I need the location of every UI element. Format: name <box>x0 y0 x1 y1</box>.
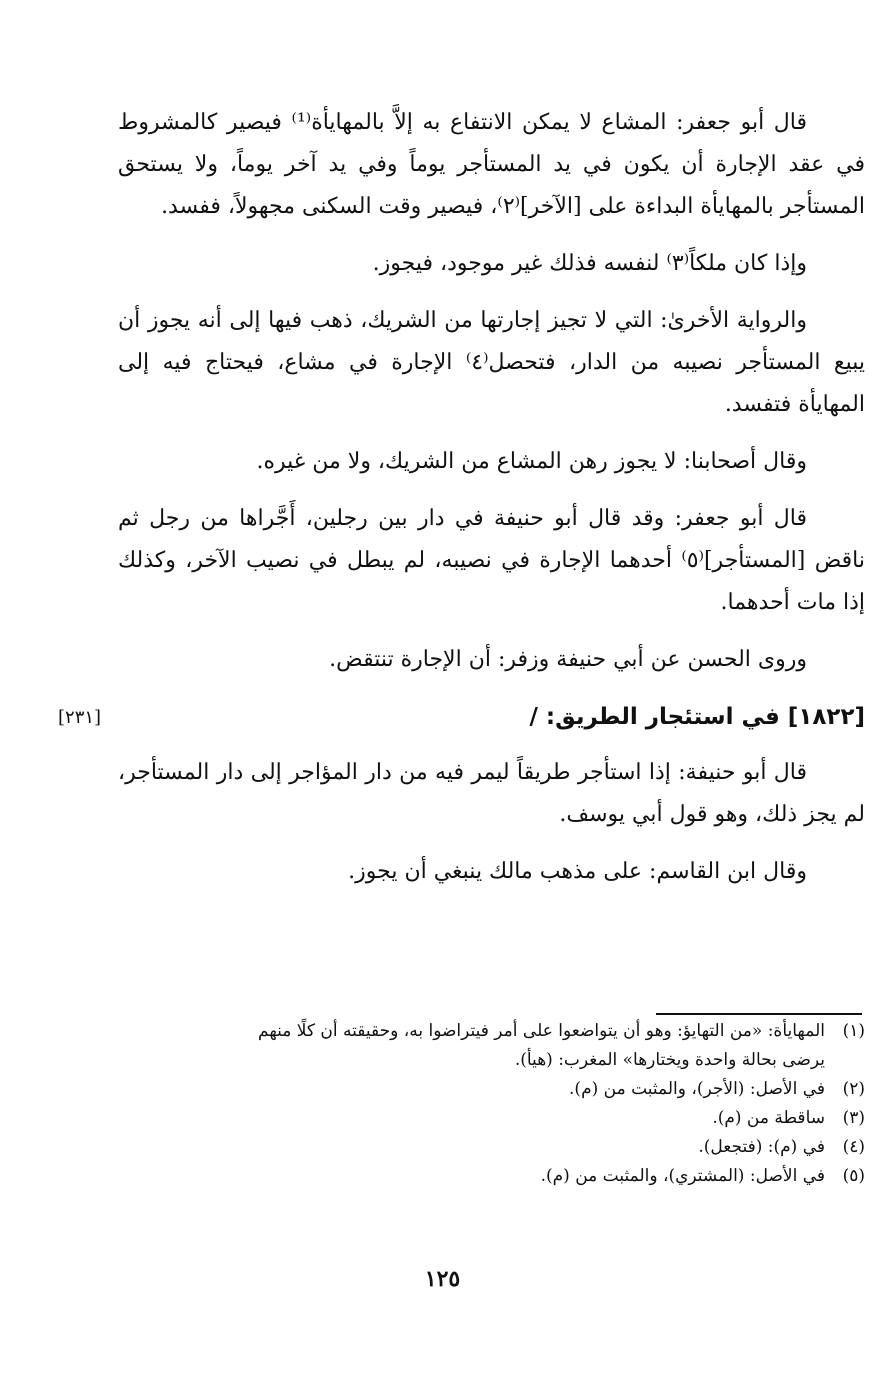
footnote-divider <box>656 1013 862 1015</box>
footnote-3 <box>118 1104 865 1133</box>
paragraph-7: قال أبو حنيفة: إذا استأجر طريقاً ليمر فيه من دار المؤاجر إلى دار المستأجر، لم يجز ذلك، وهو قول أبي يوسف. <box>118 760 865 827</box>
paragraph-6: وروى الحسن عن أبي حنيفة وزفر: أن الإجارة تنتقض. <box>329 647 807 672</box>
footnote-text: المهايأة: «من التهايؤ: وهو أن يتواضعوا على أمر فيتراضوا به، وحقيقته أن كلًا منهم <box>258 1021 825 1041</box>
paragraph-4: وقال أصحابنا: لا يجوز رهن المشاع من الشريك، ولا من غيره. <box>256 449 807 474</box>
footnote-number: (٣) <box>842 1108 865 1128</box>
footnote-text: في الأصل: (الأجر)، والمثبت من (م). <box>569 1079 825 1099</box>
footnote-text: في (م): (فتجعل). <box>698 1137 825 1157</box>
footnote-4 <box>118 1133 865 1162</box>
footnote-number: (٢) <box>842 1079 865 1099</box>
footnote-number: (١) <box>842 1021 865 1041</box>
section-heading-row <box>58 696 865 742</box>
margin-page-reference: [٢٣١] <box>58 707 102 728</box>
paragraph-8: وقال ابن القاسم: على مذهب مالك ينبغي أن يجوز. <box>348 859 807 884</box>
footnote-2 <box>118 1075 865 1104</box>
paragraph-1: قال أبو جعفر: المشاع لا يمكن الانتفاع به إلاَّ بالمهايأة⁽¹⁾ فيصير كالمشروط في عقد الإجارة أن يكون في يد المستأجر يوماً وفي يد آخر يوماً، ولا يستحق المستأجر بالمهايأة البداءة على [الآخر]⁽٢⁾، فيصير وقت السكنى مجهولاً، ففسد. <box>118 110 865 219</box>
section-heading: [١٨٢٢] في استئجار الطريق: / <box>529 704 865 730</box>
paragraph-5: قال أبو جعفر: وقد قال أبو حنيفة في دار بين رجلين، أَجَّراها من رجل ثم ناقض [المستأجر]⁽٥⁾ أحدهما الإجارة في نصيبه، لم يبطل في نصيب الآخر، وكذلك إذا مات أحدهما. <box>118 506 865 615</box>
footnotes <box>118 1017 865 1191</box>
page-number: ١٢٥ <box>424 1266 461 1292</box>
footnote-5 <box>118 1162 865 1191</box>
footnote-number: (٥) <box>842 1166 865 1186</box>
main-text <box>58 102 866 908</box>
paragraph-3: والرواية الأخرىٰ: التي لا تجيز إجارتها من الشريك، ذهب فيها إلى أنه يجوز أن يبيع المستأجر نصيبه من الدار، فتحصل⁽٤⁾ الإجارة في مشاع، فيحتاج فيه إلى المهايأة فتفسد. <box>118 308 866 417</box>
footnote-text: ساقطة من (م). <box>712 1108 825 1128</box>
paragraph-2: وإذا كان ملكاً⁽٣⁾ لنفسه فذلك غير موجود، فيجوز. <box>372 251 807 276</box>
footnote-1 <box>118 1017 865 1046</box>
footnote-1-continuation: يرضى بحالة واحدة ويختارها» المغرب: (هيأ). <box>514 1050 825 1070</box>
footnote-text: في الأصل: (المشتري)، والمثبت من (م). <box>540 1166 825 1186</box>
footnote-number: (٤) <box>842 1137 865 1157</box>
